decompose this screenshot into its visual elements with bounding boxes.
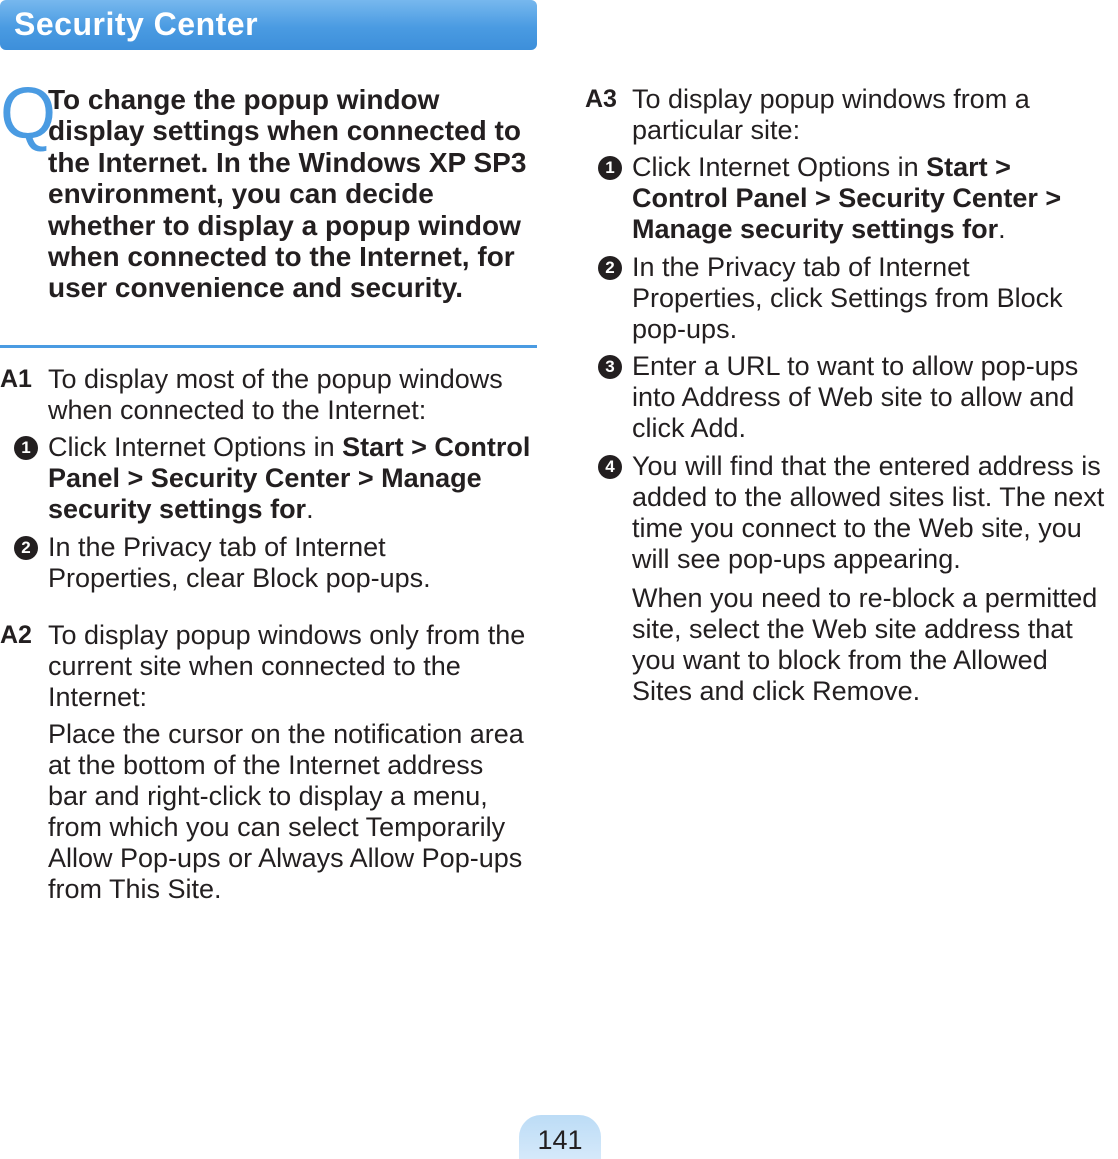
a2-body: Place the cursor on the notification area at the bottom of the Internet address bar and right-click to display a menu, from which you can select Temporarily Allow Pop-ups or Always Allow Pop-ups from This Site. <box>48 719 524 904</box>
question-divider <box>0 345 537 348</box>
a3-step-3-number: 3 <box>598 355 622 379</box>
a3-step-4-text: You will find that the entered address is added to the allowed sites list. The next time you connect to the Web site, you will see pop-ups appearing. <box>632 451 1105 574</box>
a3-step-3-text: Enter a URL to want to allow pop-ups into Address of Web site to allow and click Add. <box>632 351 1079 443</box>
a3-step-1-text: Click Internet Options in Start > Control Panel > Security Center > Manage security settings for. <box>632 152 1062 244</box>
section-header-bar <box>0 0 537 50</box>
a3-note: When you need to re-block a permitted site, select the Web site address that you want to block from the Allowed Sites and click Remove. <box>632 583 1098 706</box>
a3-step-4-number: 4 <box>598 455 622 479</box>
a1-step-2-number: 2 <box>14 536 38 560</box>
answer-label-a3: A3 <box>585 85 617 113</box>
page-number: 141 <box>537 1125 583 1155</box>
page-number-badge <box>519 1115 601 1159</box>
answer-label-a1: A1 <box>0 365 32 393</box>
a1-intro: To display most of the popup windows when connected to the Internet: <box>48 364 503 425</box>
a3-intro: To display popup windows from a particular site: <box>632 84 1030 145</box>
section-title: Security Center <box>14 6 259 42</box>
a3-step-2-text: In the Privacy tab of Internet Properties, click Settings from Block pop-ups. <box>632 252 1063 344</box>
a3-step-1-number: 1 <box>598 156 622 180</box>
question-marker: Q <box>0 74 57 154</box>
a1-step-1-number: 1 <box>14 436 38 460</box>
a3-step-2-number: 2 <box>598 256 622 280</box>
a1-step-2-text: In the Privacy tab of Internet Properties, clear Block pop-ups. <box>48 532 431 593</box>
a1-step-1-text: Click Internet Options in Start > Control Panel > Security Center > Manage security settings for. <box>48 432 531 524</box>
a2-intro: To display popup windows only from the current site when connected to the Internet: <box>48 620 526 712</box>
question-text: To change the popup window display settings when connected to the Internet. In the Windows XP SP3 environment, you can decide whether to display a popup window when connected to the Internet, for user convenience and security. <box>48 84 527 304</box>
answer-label-a2: A2 <box>0 621 32 649</box>
